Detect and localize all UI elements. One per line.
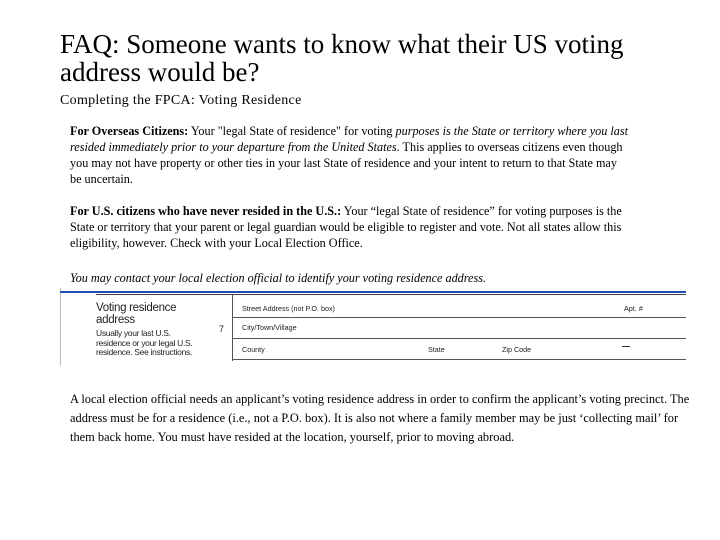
overseas-heading: For Overseas Citizens: [70,124,189,138]
zip-code-field[interactable]: Zip Code [502,345,532,354]
fpca-form-excerpt [60,288,686,366]
form-top-rule [60,291,686,293]
zip-dash [622,346,630,347]
contact-note: You may contact your local election official to identify your voting residence address. [70,271,486,285]
explanation-paragraph: A local election official needs an applicant’s voting residence address in order to confirm the applicant’s voting precinct. The address must be for a residence (i.e., not a P.O. box). It is also not where a family member may be just ‘collecting mail’ for them back home. You must have resided at the location, yourself, prior to moving abroad. [70,392,690,444]
form-section-description: Usually your last U.S. residence or your legal U.S. residence. See instructions. [96,328,193,357]
slide-subtitle: Completing the FPCA: Voting Residence [60,93,302,108]
state-field[interactable]: State [428,345,445,354]
street-address-field[interactable]: Street Address (not P.O. box) [242,304,335,313]
slide-title: FAQ: Someone wants to know what their US voting address would be? [60,29,624,87]
never-resided-heading: For U.S. citizens who have never resided in the U.S.: [70,204,342,218]
never-resided-text: Your “legal State of residence” for voting purposes is the State or territory that your parent or legal guardian would be eligible to register and vote. Not all states allow this eligibility, however. Check with your Local Election Office. [70,204,622,250]
apt-field[interactable]: Apt. # [624,304,643,313]
overseas-text-c: . This applies to overseas citizens even though you may not have property or other ties in your last State of residence and your intent to return to that State may be uncertain. [70,140,623,186]
form-field-number: 7 [219,324,225,334]
overseas-text-a: Your "legal State of residence" for voting [188,124,396,138]
city-field[interactable]: City/Town/Village [242,323,297,332]
never-resided-paragraph [70,203,630,251]
overseas-citizens-paragraph [70,123,630,187]
overseas-text-italic: purposes is the State or territory where you last resided immediately prior to your departure from the United States [70,124,628,154]
form-section-title: Voting residence address [96,302,177,326]
county-field[interactable]: County [242,345,265,354]
